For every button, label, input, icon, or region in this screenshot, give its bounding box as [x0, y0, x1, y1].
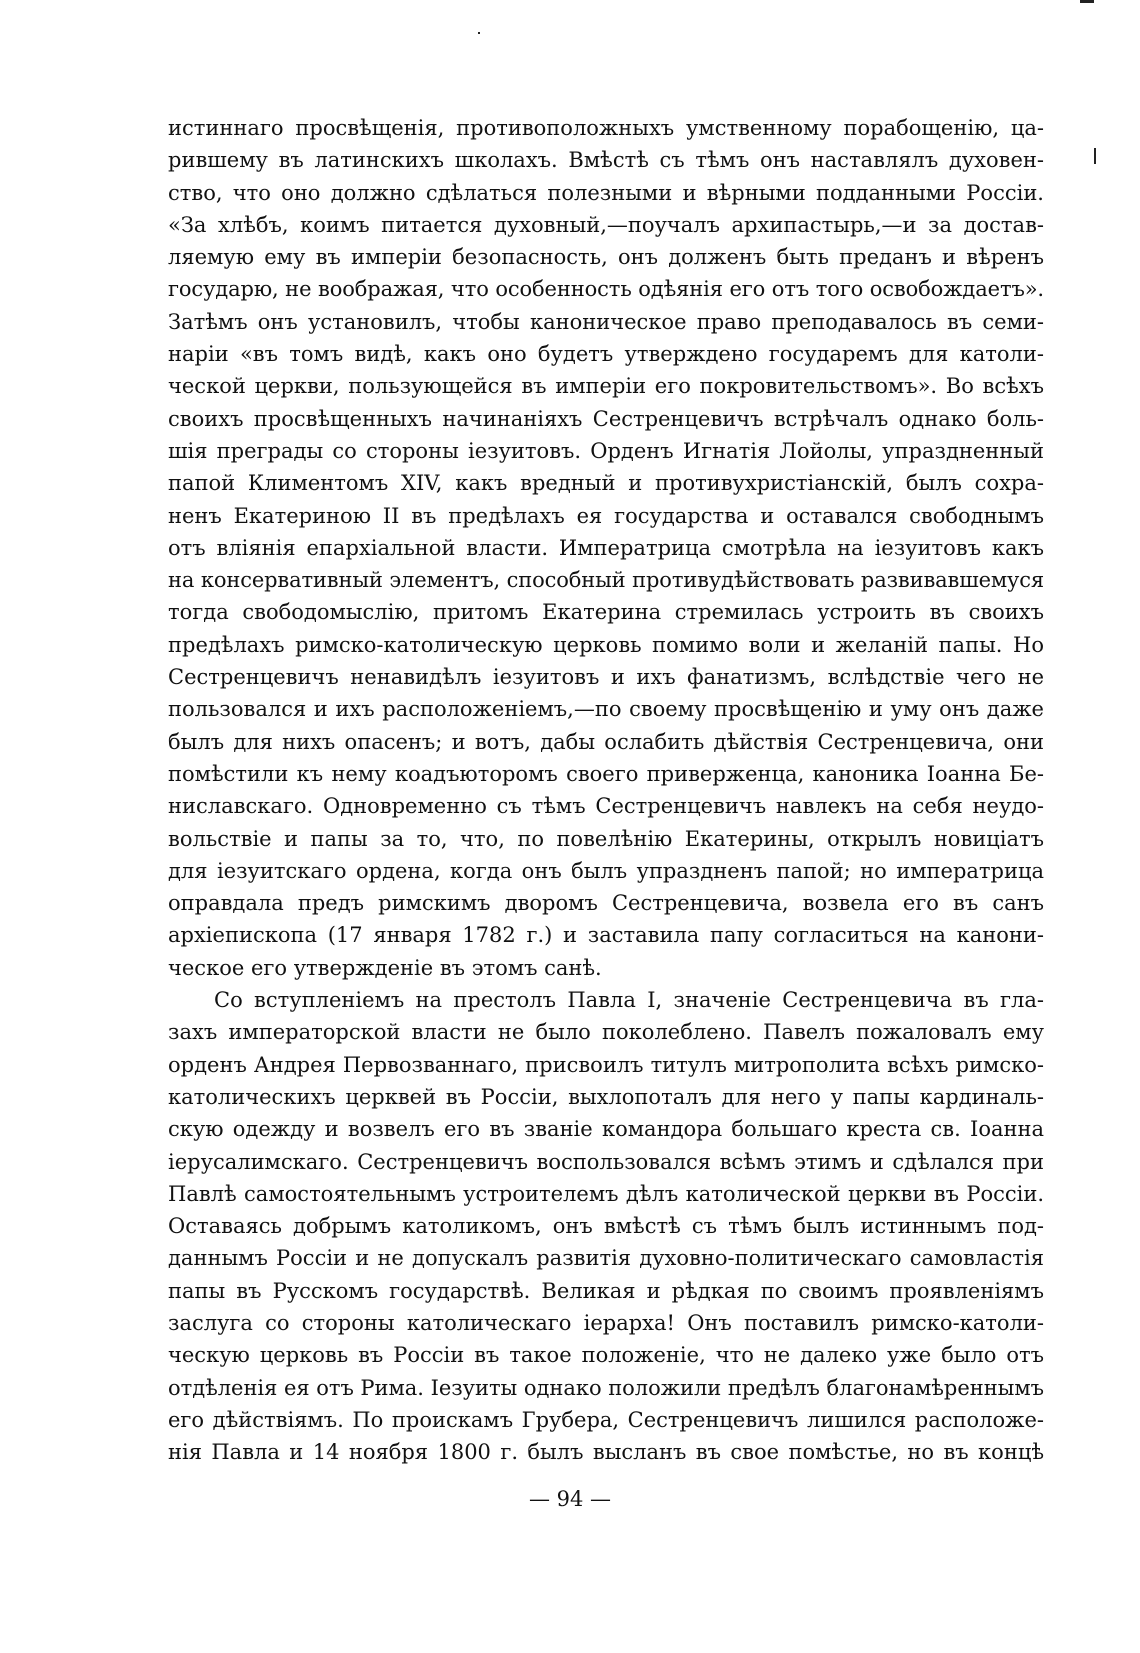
text-line: Со вступленіемъ на престолъ Павла I, значеніе Сестренцевича въ гла- — [214, 988, 1044, 1013]
text-line: рившему въ латинскихъ школахъ. Вмѣстѣ съ тѣмъ онъ наставлялъ духовен- — [168, 148, 1044, 173]
text-line: помѣстили къ нему коадъюторомъ своего приверженца, каноника Іоанна Бе- — [168, 761, 1044, 786]
text-line: захъ императорской власти не было поколеблено. Павелъ пожаловалъ ему — [168, 1020, 1044, 1045]
text-line: былъ для нихъ опасенъ; и вотъ, дабы ослабить дѣйствія Сестренцевича, они — [168, 729, 1044, 754]
text-line: Сестренцевичъ ненавидѣлъ іезуитовъ и ихъ фанатизмъ, вслѣдствіе чего не — [168, 665, 1044, 690]
text-line: ляемую ему въ имперіи безопасность, онъ долженъ быть преданъ и вѣренъ — [168, 245, 1044, 270]
text-line: его дѣйствіямъ. По проискамъ Грубера, Сестренцевичъ лишился расположе- — [168, 1407, 1044, 1432]
text-line: заслуга со стороны католическаго іерарха! Онъ поставилъ римско-католи- — [168, 1310, 1044, 1335]
text-line: іерусалимскаго. Сестренцевичъ воспользовался всѣмъ этимъ и сдѣлался при — [168, 1149, 1044, 1174]
text-line: оправдала предъ римскимъ дворомъ Сестренцевича, возвела его въ санъ — [168, 891, 1044, 916]
text-line: своихъ просвѣщенныхъ начинаніяхъ Сестренцевичъ встрѣчалъ однако боль- — [168, 406, 1044, 431]
text-line: ниславскаго. Одновременно съ тѣмъ Сестренцевичъ навлекъ на себя неудо- — [168, 794, 1044, 819]
page-number: — 94 — — [528, 1487, 612, 1511]
text-line: государю, не воображая, что особенность одѣянія его отъ того освобождаетъ». — [168, 277, 1044, 302]
scan-speck — [1094, 148, 1096, 164]
text-line: папой Климентомъ XIV, какъ вредный и противухристіанскій, былъ сохра- — [168, 471, 1044, 496]
text-line: орденъ Андрея Первозваннаго, присвоилъ титулъ митрополита всѣхъ римско- — [168, 1052, 1044, 1077]
text-line: ненъ Екатериною II въ предѣлахъ ея государства и оставался свободнымъ — [168, 503, 1044, 528]
text-line: отъ вліянія епархіальной власти. Императрица смотрѣла на іезуитовъ какъ — [168, 535, 1044, 560]
text-line: ческое его утвержденіе въ этомъ санѣ. — [168, 955, 602, 980]
text-line: папы въ Русскомъ государствѣ. Великая и рѣдкая по своимъ проявленіямъ — [168, 1278, 1044, 1303]
text-line: на консервативный элементъ, способный противудѣйствовать развивавшемуся — [168, 568, 1044, 593]
text-line: «За хлѣбъ, коимъ питается духовный,—поучалъ архипастырь,—и за достав- — [168, 212, 1044, 237]
text-line: архіепископа (17 января 1782 г.) и заставила папу согласиться на канони- — [168, 923, 1044, 948]
text-line: скую одежду и возвелъ его въ званіе командора большаго креста св. Іоанна — [168, 1117, 1044, 1142]
paragraph — [168, 112, 1044, 984]
text-line: Павлѣ самостоятельнымъ устроителемъ дѣлъ католической церкви въ Россіи. — [168, 1181, 1044, 1206]
text-line: тогда свободомыслію, притомъ Екатерина стремилась устроить въ своихъ — [168, 600, 1044, 625]
text-line: нія Павла и 14 ноября 1800 г. былъ высланъ въ свое помѣстье, но въ концѣ — [168, 1440, 1044, 1465]
text-line: отдѣленія ея отъ Рима. Іезуиты однако положили предѣлъ благонамѣреннымъ — [168, 1375, 1044, 1400]
text-line: католическихъ церквей въ Россіи, выхлопоталъ для него у папы кардиналь- — [168, 1084, 1044, 1109]
text-line: пользовался и ихъ расположеніемъ,—по своему просвѣщенію и уму онъ даже — [168, 697, 1044, 722]
text-line: наріи «въ томъ видѣ, какъ оно будетъ утверждено государемъ для католи- — [168, 342, 1044, 367]
text-line: ческую церковь въ Россіи въ такое положеніе, что не далеко уже было отъ — [168, 1343, 1044, 1368]
body-text — [168, 112, 1044, 1468]
text-line: для іезуитскаго ордена, когда онъ былъ упраздненъ папой; но императрица — [168, 858, 1044, 883]
text-line: истиннаго просвѣщенія, противоположныхъ умственному порабощенію, ца- — [168, 116, 1044, 140]
text-line: даннымъ Россіи и не допускалъ развитія духовно-политическаго самовластія — [168, 1246, 1044, 1271]
text-line: предѣлахъ римско-католическую церковь помимо воли и желаній папы. Но — [168, 632, 1044, 657]
text-line: ческой церкви, пользующейся въ имперіи его покровительствомъ». Во всѣхъ — [168, 374, 1044, 399]
text-line: шія преграды со стороны іезуитовъ. Орденъ Игнатія Лойолы, упраздненный — [168, 438, 1044, 463]
text-line: ство, что оно должно сдѣлаться полезными и вѣрными подданными Россіи. — [168, 180, 1044, 205]
scan-speck — [478, 32, 480, 34]
paragraph — [168, 984, 1044, 1468]
text-line: вольствіе и папы за то, что, по повелѣнію Екатерины, открылъ новиціатъ — [168, 826, 1044, 851]
text-line: Затѣмъ онъ установилъ, чтобы каноническое право преподавалось въ семи- — [168, 309, 1044, 334]
scan-speck — [1080, 0, 1094, 3]
text-line: Оставаясь добрымъ католикомъ, онъ вмѣстѣ съ тѣмъ былъ истиннымъ под- — [168, 1214, 1044, 1239]
